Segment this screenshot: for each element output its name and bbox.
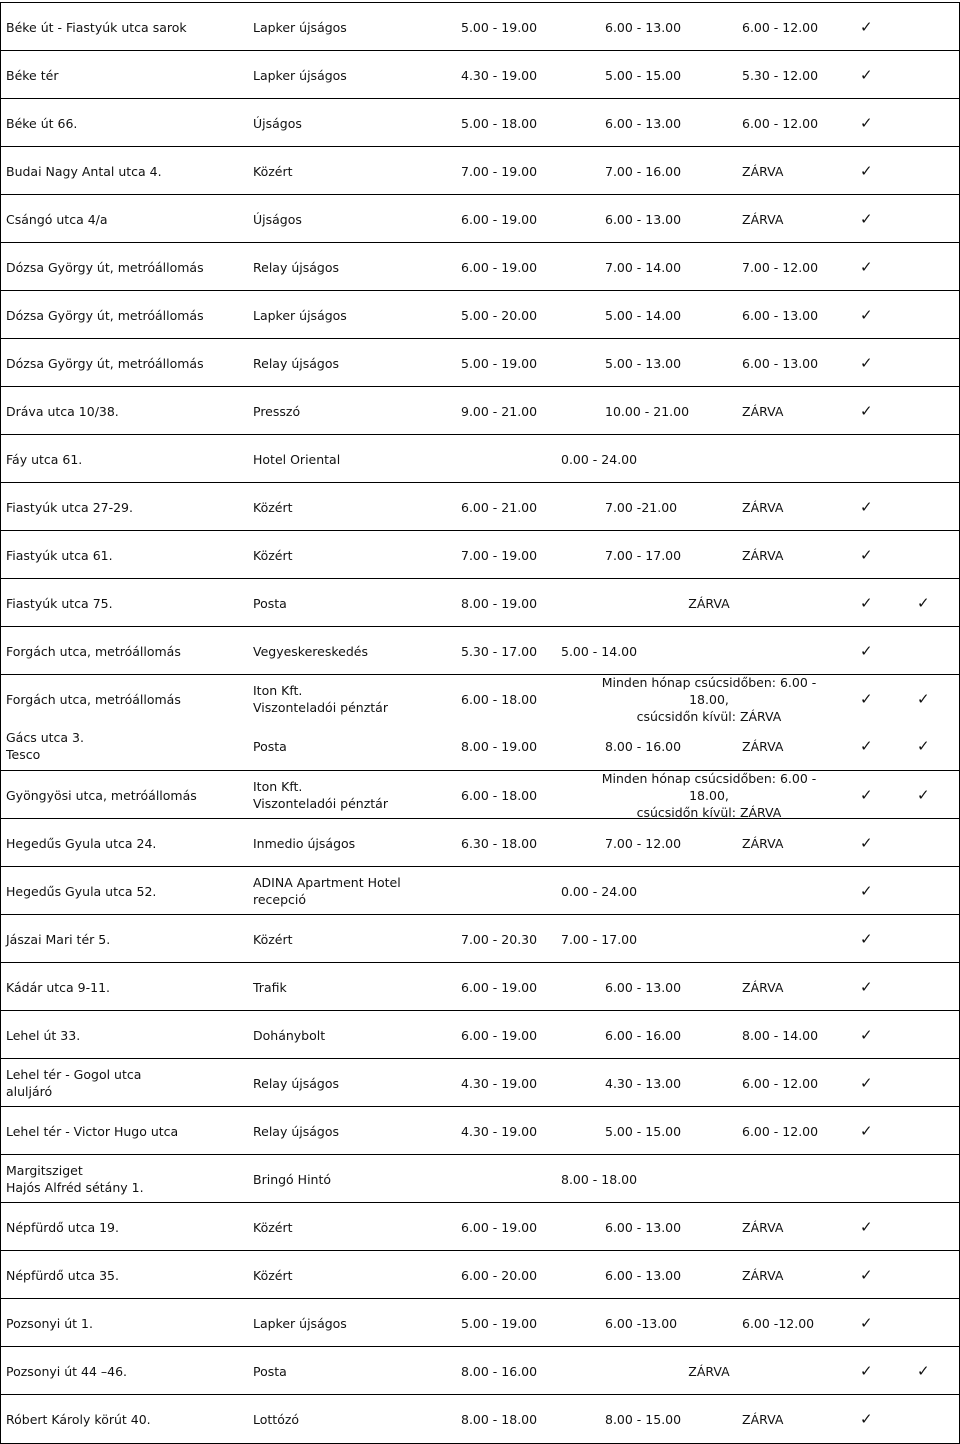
location-cell: Lehel út 33.	[6, 1027, 81, 1043]
location-cell: Béke út - Fiastyúk utca sarok	[6, 19, 187, 35]
venue-type-cell: Iton Kft. Viszonteladói pénztár	[253, 683, 388, 715]
location-cell: Jászai Mari tér 5.	[6, 931, 111, 947]
venue-type-cell: Posta	[253, 595, 287, 611]
weekend-hours-cell: ZÁRVA	[688, 1363, 730, 1379]
sunday-hours-cell: 6.00 - 12.00	[742, 1123, 819, 1139]
venue-type-cell: ADINA Apartment Hotel recepció	[253, 875, 401, 907]
venue-type-cell: Dohánybolt	[253, 1027, 326, 1043]
venue-type-cell: Posta	[253, 1363, 287, 1379]
weekday-hours-cell: 5.00 - 19.00	[461, 19, 538, 35]
location-cell: Népfürdő utca 35.	[6, 1267, 119, 1283]
table-row	[0, 338, 960, 387]
weekday-hours-cell: 6.00 - 18.00	[461, 691, 538, 707]
weekday-hours-cell: 5.00 - 18.00	[461, 115, 538, 131]
sunday-hours-cell: ZÁRVA	[742, 1267, 784, 1283]
venue-type-cell: Trafik	[253, 979, 287, 995]
sunday-hours-cell: ZÁRVA	[742, 211, 784, 227]
saturday-hours-cell: 6.00 - 13.00	[605, 211, 682, 227]
checkmark-icon: ✓	[860, 1314, 873, 1332]
weekday-hours-cell: 5.30 - 17.00	[461, 643, 538, 659]
saturday-hours-cell: 6.00 - 13.00	[605, 1267, 682, 1283]
checkmark-icon: ✓	[860, 18, 873, 36]
weekday-hours-cell: 4.30 - 19.00	[461, 67, 538, 83]
sunday-hours-cell: ZÁRVA	[742, 163, 784, 179]
checkmark-icon: ✓	[860, 546, 873, 564]
venue-type-cell: Vegyeskereskedés	[253, 643, 368, 659]
sunday-hours-cell: 6.00 - 12.00	[742, 1075, 819, 1091]
weekday-hours-cell: 8.00 - 16.00	[461, 1363, 538, 1379]
weekday-hours-cell: 6.00 - 19.00	[461, 979, 538, 995]
checkmark-icon: ✓	[917, 737, 930, 755]
venue-type-cell: Relay újságos	[253, 259, 339, 275]
table-row	[0, 290, 960, 339]
checkmark-icon: ✓	[860, 498, 873, 516]
venue-type-cell: Lapker újságos	[253, 1315, 347, 1331]
saturday-hours-cell: 7.00 -21.00	[605, 499, 678, 515]
venue-type-cell: Presszó	[253, 403, 301, 419]
saturday-hours-cell: 5.00 - 15.00	[605, 1123, 682, 1139]
table-row	[0, 386, 960, 435]
sunday-hours-cell: 6.00 -12.00	[742, 1315, 815, 1331]
location-cell: Béke tér	[6, 67, 59, 83]
sunday-hours-cell: ZÁRVA	[742, 835, 784, 851]
sunday-hours-cell: ZÁRVA	[742, 547, 784, 563]
weekday-hours-cell: 6.00 - 19.00	[461, 211, 538, 227]
weekday-hours-cell: 8.00 - 19.00	[461, 595, 538, 611]
location-cell: Fáy utca 61.	[6, 451, 83, 467]
table-row	[0, 962, 960, 1011]
weekday-hours-cell: 9.00 - 21.00	[461, 403, 538, 419]
saturday-hours-cell: 6.00 - 13.00	[605, 1219, 682, 1235]
venue-type-cell: Lapker újságos	[253, 67, 347, 83]
venue-type-cell: Újságos	[253, 211, 302, 227]
weekday-hours-cell: 6.00 - 21.00	[461, 499, 538, 515]
checkmark-icon: ✓	[860, 258, 873, 276]
table-row	[0, 2, 960, 51]
location-cell: Pozsonyi út 44 –46.	[6, 1363, 128, 1379]
combined-hours-cell: 7.00 - 17.00	[561, 931, 638, 947]
checkmark-icon: ✓	[860, 834, 873, 852]
location-cell: Dráva utca 10/38.	[6, 403, 119, 419]
location-cell: Hegedűs Gyula utca 52.	[6, 883, 157, 899]
weekday-hours-cell: 6.00 - 19.00	[461, 259, 538, 275]
location-cell: Forgách utca, metróállomás	[6, 691, 181, 707]
table-row	[0, 1058, 960, 1107]
checkmark-icon: ✓	[860, 1410, 873, 1428]
weekday-hours-cell: 7.00 - 19.00	[461, 547, 538, 563]
table-row	[0, 914, 960, 963]
table-row	[0, 50, 960, 99]
weekday-hours-cell: 6.00 - 18.00	[461, 787, 538, 803]
checkmark-icon: ✓	[860, 642, 873, 660]
saturday-hours-cell: 5.00 - 15.00	[605, 67, 682, 83]
checkmark-icon: ✓	[860, 306, 873, 324]
saturday-hours-cell: 6.00 - 13.00	[605, 19, 682, 35]
location-cell: Forgách utca, metróállomás	[6, 643, 181, 659]
location-cell: Fiastyúk utca 61.	[6, 547, 113, 563]
venue-type-cell: Közért	[253, 547, 293, 563]
venue-type-cell: Közért	[253, 931, 293, 947]
venue-type-cell: Közért	[253, 163, 293, 179]
checkmark-icon: ✓	[860, 1362, 873, 1380]
checkmark-icon: ✓	[860, 882, 873, 900]
table-row	[0, 626, 960, 675]
saturday-hours-cell: 8.00 - 16.00	[605, 738, 682, 754]
sunday-hours-cell: 8.00 - 14.00	[742, 1027, 819, 1043]
checkmark-icon: ✓	[860, 737, 873, 755]
table-row	[0, 194, 960, 243]
saturday-hours-cell: 4.30 - 13.00	[605, 1075, 682, 1091]
venue-type-cell: Posta	[253, 738, 287, 754]
checkmark-icon: ✓	[860, 786, 873, 804]
weekday-hours-cell: 7.00 - 19.00	[461, 163, 538, 179]
checkmark-icon: ✓	[860, 162, 873, 180]
venue-type-cell: Bringó Hintó	[253, 1171, 332, 1187]
venue-type-cell: Relay újságos	[253, 1075, 339, 1091]
sunday-hours-cell: ZÁRVA	[742, 1219, 784, 1235]
location-cell: Dózsa György út, metróállomás	[6, 259, 204, 275]
table-row	[0, 1250, 960, 1299]
combined-hours-cell: 8.00 - 18.00	[561, 1171, 638, 1187]
table-row	[0, 818, 960, 867]
location-cell: Népfürdő utca 19.	[6, 1219, 119, 1235]
checkmark-icon: ✓	[860, 210, 873, 228]
weekend-hours-cell: Minden hónap csúcsidőben: 6.00 - 18.00, csúcsidőn kívül: ZÁRVA	[601, 674, 817, 724]
saturday-hours-cell: 6.00 - 13.00	[605, 115, 682, 131]
weekend-hours-cell: Minden hónap csúcsidőben: 6.00 - 18.00, csúcsidőn kívül: ZÁRVA	[601, 770, 817, 820]
location-cell: Margitsziget Hajós Alfréd sétány 1.	[6, 1163, 144, 1195]
combined-hours-cell: 5.00 - 14.00	[561, 643, 638, 659]
checkmark-icon: ✓	[917, 786, 930, 804]
checkmark-icon: ✓	[917, 1362, 930, 1380]
location-cell: Gács utca 3. Tesco	[6, 730, 84, 762]
checkmark-icon: ✓	[860, 690, 873, 708]
checkmark-icon: ✓	[860, 1074, 873, 1092]
location-cell: Róbert Károly körút 40.	[6, 1411, 151, 1427]
checkmark-icon: ✓	[860, 1122, 873, 1140]
table-row	[0, 434, 960, 483]
location-cell: Kádár utca 9-11.	[6, 979, 111, 995]
venue-type-cell: Relay újságos	[253, 1123, 339, 1139]
checkmark-icon: ✓	[860, 402, 873, 420]
checkmark-icon: ✓	[860, 1218, 873, 1236]
table-row	[0, 1298, 960, 1347]
table-row	[0, 242, 960, 291]
weekday-hours-cell: 5.00 - 19.00	[461, 355, 538, 371]
table-row	[0, 866, 960, 915]
location-cell: Lehel tér - Victor Hugo utca	[6, 1123, 179, 1139]
table-row	[0, 1346, 960, 1395]
sunday-hours-cell: ZÁRVA	[742, 738, 784, 754]
venue-type-cell: Lottózó	[253, 1411, 300, 1427]
checkmark-icon: ✓	[860, 1026, 873, 1044]
location-cell: Csángó utca 4/a	[6, 211, 108, 227]
saturday-hours-cell: 6.00 - 13.00	[605, 979, 682, 995]
venue-type-cell: Inmedio újságos	[253, 835, 356, 851]
table-row	[0, 722, 960, 770]
venue-type-cell: Relay újságos	[253, 355, 339, 371]
location-cell: Dózsa György út, metróállomás	[6, 355, 204, 371]
weekday-hours-cell: 8.00 - 18.00	[461, 1411, 538, 1427]
location-cell: Fiastyúk utca 27-29.	[6, 499, 133, 515]
saturday-hours-cell: 5.00 - 14.00	[605, 307, 682, 323]
weekday-hours-cell: 4.30 - 19.00	[461, 1075, 538, 1091]
saturday-hours-cell: 6.00 - 16.00	[605, 1027, 682, 1043]
table-row	[0, 98, 960, 147]
sunday-hours-cell: 6.00 - 13.00	[742, 307, 819, 323]
sunday-hours-cell: 6.00 - 12.00	[742, 19, 819, 35]
venue-type-cell: Iton Kft. Viszonteladói pénztár	[253, 779, 388, 811]
saturday-hours-cell: 10.00 - 21.00	[605, 403, 690, 419]
checkmark-icon: ✓	[860, 978, 873, 996]
table-row	[0, 530, 960, 579]
table-row	[0, 146, 960, 195]
checkmark-icon: ✓	[860, 1266, 873, 1284]
checkmark-icon: ✓	[860, 930, 873, 948]
checkmark-icon: ✓	[860, 114, 873, 132]
weekday-hours-cell: 8.00 - 19.00	[461, 738, 538, 754]
checkmark-icon: ✓	[860, 354, 873, 372]
weekday-hours-cell: 4.30 - 19.00	[461, 1123, 538, 1139]
venue-type-cell: Közért	[253, 499, 293, 515]
weekday-hours-cell: 5.00 - 19.00	[461, 1315, 538, 1331]
table-row	[0, 1106, 960, 1155]
venue-type-cell: Közért	[253, 1267, 293, 1283]
table-row	[0, 578, 960, 627]
sunday-hours-cell: ZÁRVA	[742, 499, 784, 515]
venue-type-cell: Hotel Oriental	[253, 451, 341, 467]
weekday-hours-cell: 5.00 - 20.00	[461, 307, 538, 323]
sunday-hours-cell: ZÁRVA	[742, 403, 784, 419]
location-cell: Budai Nagy Antal utca 4.	[6, 163, 162, 179]
checkmark-icon: ✓	[917, 690, 930, 708]
table-row	[0, 1010, 960, 1059]
location-cell: Fiastyúk utca 75.	[6, 595, 113, 611]
table-row	[0, 674, 960, 723]
saturday-hours-cell: 7.00 - 14.00	[605, 259, 682, 275]
location-cell: Pozsonyi út 1.	[6, 1315, 93, 1331]
table-row	[0, 1154, 960, 1203]
location-cell: Béke út 66.	[6, 115, 78, 131]
checkmark-icon: ✓	[860, 594, 873, 612]
weekend-hours-cell: ZÁRVA	[688, 595, 730, 611]
table-row	[0, 1394, 960, 1444]
weekday-hours-cell: 6.00 - 19.00	[461, 1027, 538, 1043]
venue-type-cell: Lapker újságos	[253, 19, 347, 35]
venue-type-cell: Lapker újságos	[253, 307, 347, 323]
location-cell: Hegedűs Gyula utca 24.	[6, 835, 157, 851]
sunday-hours-cell: 6.00 - 13.00	[742, 355, 819, 371]
saturday-hours-cell: 7.00 - 17.00	[605, 547, 682, 563]
location-cell: Lehel tér - Gogol utca aluljáró	[6, 1067, 142, 1099]
weekday-hours-cell: 6.30 - 18.00	[461, 835, 538, 851]
saturday-hours-cell: 8.00 - 15.00	[605, 1411, 682, 1427]
weekday-hours-cell: 6.00 - 20.00	[461, 1267, 538, 1283]
saturday-hours-cell: 6.00 -13.00	[605, 1315, 678, 1331]
sunday-hours-cell: ZÁRVA	[742, 1411, 784, 1427]
sunday-hours-cell: ZÁRVA	[742, 979, 784, 995]
location-cell: Gyöngyösi utca, metróállomás	[6, 787, 197, 803]
combined-hours-cell: 0.00 - 24.00	[561, 451, 638, 467]
venue-type-cell: Újságos	[253, 115, 302, 131]
sunday-hours-cell: 6.00 - 12.00	[742, 115, 819, 131]
weekday-hours-cell: 7.00 - 20.30	[461, 931, 538, 947]
saturday-hours-cell: 5.00 - 13.00	[605, 355, 682, 371]
saturday-hours-cell: 7.00 - 16.00	[605, 163, 682, 179]
weekday-hours-cell: 6.00 - 19.00	[461, 1219, 538, 1235]
sunday-hours-cell: 5.30 - 12.00	[742, 67, 819, 83]
venue-type-cell: Közért	[253, 1219, 293, 1235]
checkmark-icon: ✓	[917, 594, 930, 612]
combined-hours-cell: 0.00 - 24.00	[561, 883, 638, 899]
sunday-hours-cell: 7.00 - 12.00	[742, 259, 819, 275]
table-row	[0, 482, 960, 531]
checkmark-icon: ✓	[860, 66, 873, 84]
location-cell: Dózsa György út, metróállomás	[6, 307, 204, 323]
saturday-hours-cell: 7.00 - 12.00	[605, 835, 682, 851]
table-row	[0, 1202, 960, 1251]
table-row	[0, 770, 960, 819]
